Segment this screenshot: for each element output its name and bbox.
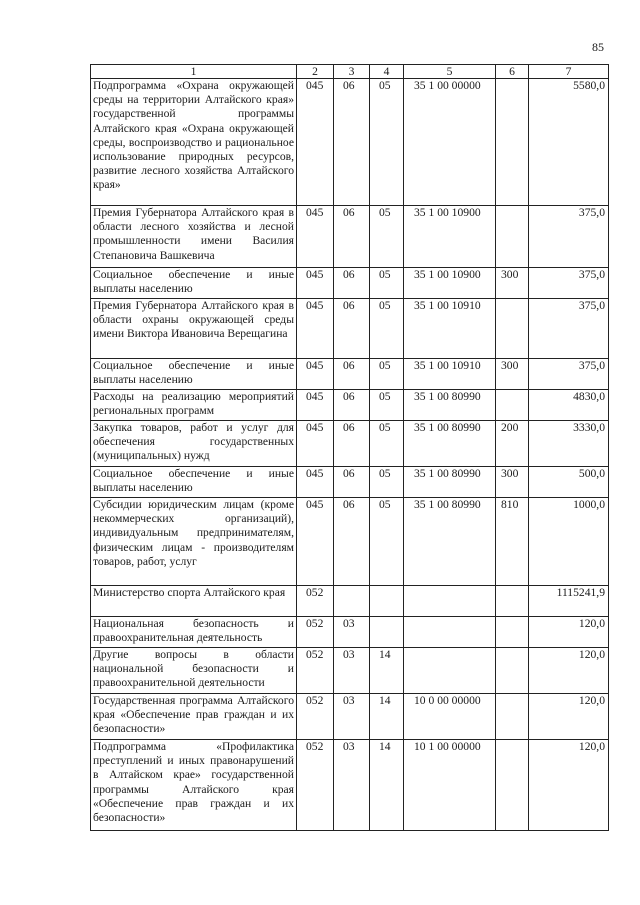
row-subsection: 14 bbox=[370, 648, 404, 694]
row-amount: 120,0 bbox=[529, 694, 609, 740]
row-section: 03 bbox=[334, 740, 370, 831]
row-target-article: 35 1 00 10900 bbox=[404, 206, 496, 268]
row-subsection: 05 bbox=[370, 79, 404, 206]
row-expense-type bbox=[496, 740, 529, 831]
row-subsection: 05 bbox=[370, 390, 404, 421]
row-subsection: 05 bbox=[370, 467, 404, 498]
row-amount: 500,0 bbox=[529, 467, 609, 498]
row-target-article: 35 1 00 00000 bbox=[404, 79, 496, 206]
row-ministry-code: 052 bbox=[297, 648, 334, 694]
row-name: Премия Губернатора Алтайского края в области лесного хозяйства и лесной промышленности имени Василия Степановича Вашкевича bbox=[91, 206, 297, 268]
row-expense-type bbox=[496, 299, 529, 359]
row-section: 03 bbox=[334, 617, 370, 648]
table-row bbox=[91, 268, 609, 299]
row-expense-type bbox=[496, 586, 529, 617]
table-row bbox=[91, 359, 609, 390]
row-ministry-code: 045 bbox=[297, 268, 334, 299]
row-section bbox=[334, 586, 370, 617]
row-amount: 3330,0 bbox=[529, 421, 609, 467]
table-row bbox=[91, 79, 609, 206]
row-section: 06 bbox=[334, 390, 370, 421]
row-target-article: 35 1 00 10910 bbox=[404, 299, 496, 359]
header-col-3: 3 bbox=[334, 65, 370, 79]
row-target-article: 10 1 00 00000 bbox=[404, 740, 496, 831]
table-row bbox=[91, 648, 609, 694]
row-amount: 120,0 bbox=[529, 617, 609, 648]
row-name: Закупка товаров, работ и услуг для обеспечения государственных (муниципальных) нужд bbox=[91, 421, 297, 467]
header-col-2: 2 bbox=[297, 65, 334, 79]
row-ministry-code: 045 bbox=[297, 467, 334, 498]
row-section: 06 bbox=[334, 268, 370, 299]
row-target-article bbox=[404, 617, 496, 648]
row-section: 06 bbox=[334, 299, 370, 359]
row-amount: 1000,0 bbox=[529, 498, 609, 586]
row-section: 03 bbox=[334, 648, 370, 694]
row-name: Социальное обеспечение и иные выплаты населению bbox=[91, 467, 297, 498]
row-ministry-code: 045 bbox=[297, 359, 334, 390]
row-target-article: 35 1 00 10910 bbox=[404, 359, 496, 390]
header-col-4: 4 bbox=[370, 65, 404, 79]
row-ministry-code: 045 bbox=[297, 299, 334, 359]
row-amount: 5580,0 bbox=[529, 79, 609, 206]
row-subsection: 05 bbox=[370, 268, 404, 299]
row-amount: 120,0 bbox=[529, 648, 609, 694]
table-row bbox=[91, 206, 609, 268]
row-name: Социальное обеспечение и иные выплаты населению bbox=[91, 268, 297, 299]
header-col-5: 5 bbox=[404, 65, 496, 79]
table-row bbox=[91, 498, 609, 586]
table-row bbox=[91, 467, 609, 498]
page-number: 85 bbox=[592, 40, 604, 54]
header-col-6: 6 bbox=[496, 65, 529, 79]
row-target-article bbox=[404, 648, 496, 694]
row-subsection bbox=[370, 586, 404, 617]
row-name: Подпрограмма «Профилактика преступлений и иных правонарушений в Алтайском крае» государственной программы Алтайского края «Обеспечение прав граждан и их безопасности» bbox=[91, 740, 297, 831]
row-amount: 4830,0 bbox=[529, 390, 609, 421]
header-row bbox=[91, 65, 609, 79]
row-ministry-code: 045 bbox=[297, 421, 334, 467]
row-amount: 375,0 bbox=[529, 359, 609, 390]
row-expense-type: 300 bbox=[496, 467, 529, 498]
row-subsection: 14 bbox=[370, 694, 404, 740]
row-ministry-code: 052 bbox=[297, 694, 334, 740]
row-expense-type bbox=[496, 694, 529, 740]
table-row bbox=[91, 694, 609, 740]
row-target-article: 35 1 00 80990 bbox=[404, 390, 496, 421]
row-subsection: 14 bbox=[370, 740, 404, 831]
row-name: Премия Губернатора Алтайского края в области охраны окружающей среды имени Виктора Ивановича Верещагина bbox=[91, 299, 297, 359]
row-subsection: 05 bbox=[370, 299, 404, 359]
row-name: Другие вопросы в области национальной безопасности и правоохранительной деятельности bbox=[91, 648, 297, 694]
row-expense-type: 810 bbox=[496, 498, 529, 586]
table-row bbox=[91, 421, 609, 467]
row-target-article: 10 0 00 00000 bbox=[404, 694, 496, 740]
row-expense-type bbox=[496, 617, 529, 648]
row-subsection: 05 bbox=[370, 206, 404, 268]
row-name: Расходы на реализацию мероприятий региональных программ bbox=[91, 390, 297, 421]
row-name: Национальная безопасность и правоохранительная деятельность bbox=[91, 617, 297, 648]
row-expense-type: 300 bbox=[496, 359, 529, 390]
row-expense-type bbox=[496, 390, 529, 421]
table-row bbox=[91, 586, 609, 617]
row-ministry-code: 052 bbox=[297, 740, 334, 831]
row-target-article: 35 1 00 10900 bbox=[404, 268, 496, 299]
row-expense-type: 200 bbox=[496, 421, 529, 467]
row-section: 06 bbox=[334, 467, 370, 498]
row-target-article: 35 1 00 80990 bbox=[404, 421, 496, 467]
row-subsection: 05 bbox=[370, 498, 404, 586]
row-name: Государственная программа Алтайского края «Обеспечение прав граждан и их безопасности» bbox=[91, 694, 297, 740]
budget-table bbox=[90, 64, 609, 831]
row-subsection: 05 bbox=[370, 359, 404, 390]
row-subsection: 05 bbox=[370, 421, 404, 467]
row-name: Подпрограмма «Охрана окружающей среды на территории Алтайского края» государственной программы Алтайского края «Охрана окружающей среды, воспроизводство и рациональное использование природных ресурсов, развитие лесного хозяйства Алтайского края» bbox=[91, 79, 297, 206]
row-expense-type bbox=[496, 648, 529, 694]
row-ministry-code: 052 bbox=[297, 586, 334, 617]
row-expense-type bbox=[496, 206, 529, 268]
row-expense-type: 300 bbox=[496, 268, 529, 299]
row-section: 06 bbox=[334, 359, 370, 390]
header-col-7: 7 bbox=[529, 65, 609, 79]
row-section: 06 bbox=[334, 421, 370, 467]
row-target-article: 35 1 00 80990 bbox=[404, 498, 496, 586]
table-row bbox=[91, 299, 609, 359]
row-target-article: 35 1 00 80990 bbox=[404, 467, 496, 498]
row-target-article bbox=[404, 586, 496, 617]
row-ministry-code: 052 bbox=[297, 617, 334, 648]
row-amount: 1115241,9 bbox=[529, 586, 609, 617]
row-section: 06 bbox=[334, 498, 370, 586]
row-section: 06 bbox=[334, 206, 370, 268]
table-row bbox=[91, 617, 609, 648]
table-row bbox=[91, 740, 609, 831]
header-col-1: 1 bbox=[91, 65, 297, 79]
row-name: Субсидии юридическим лицам (кроме некоммерческих организаций), индивидуальным предпринимателям, физическим лицам - производителям товаров, работ, услуг bbox=[91, 498, 297, 586]
row-section: 03 bbox=[334, 694, 370, 740]
row-section: 06 bbox=[334, 79, 370, 206]
row-amount: 375,0 bbox=[529, 206, 609, 268]
row-name: Социальное обеспечение и иные выплаты населению bbox=[91, 359, 297, 390]
row-amount: 375,0 bbox=[529, 268, 609, 299]
row-amount: 375,0 bbox=[529, 299, 609, 359]
table-row bbox=[91, 390, 609, 421]
row-ministry-code: 045 bbox=[297, 390, 334, 421]
row-subsection bbox=[370, 617, 404, 648]
row-ministry-code: 045 bbox=[297, 498, 334, 586]
row-ministry-code: 045 bbox=[297, 79, 334, 206]
row-ministry-code: 045 bbox=[297, 206, 334, 268]
row-amount: 120,0 bbox=[529, 740, 609, 831]
row-expense-type bbox=[496, 79, 529, 206]
row-name: Министерство спорта Алтайского края bbox=[91, 586, 297, 617]
